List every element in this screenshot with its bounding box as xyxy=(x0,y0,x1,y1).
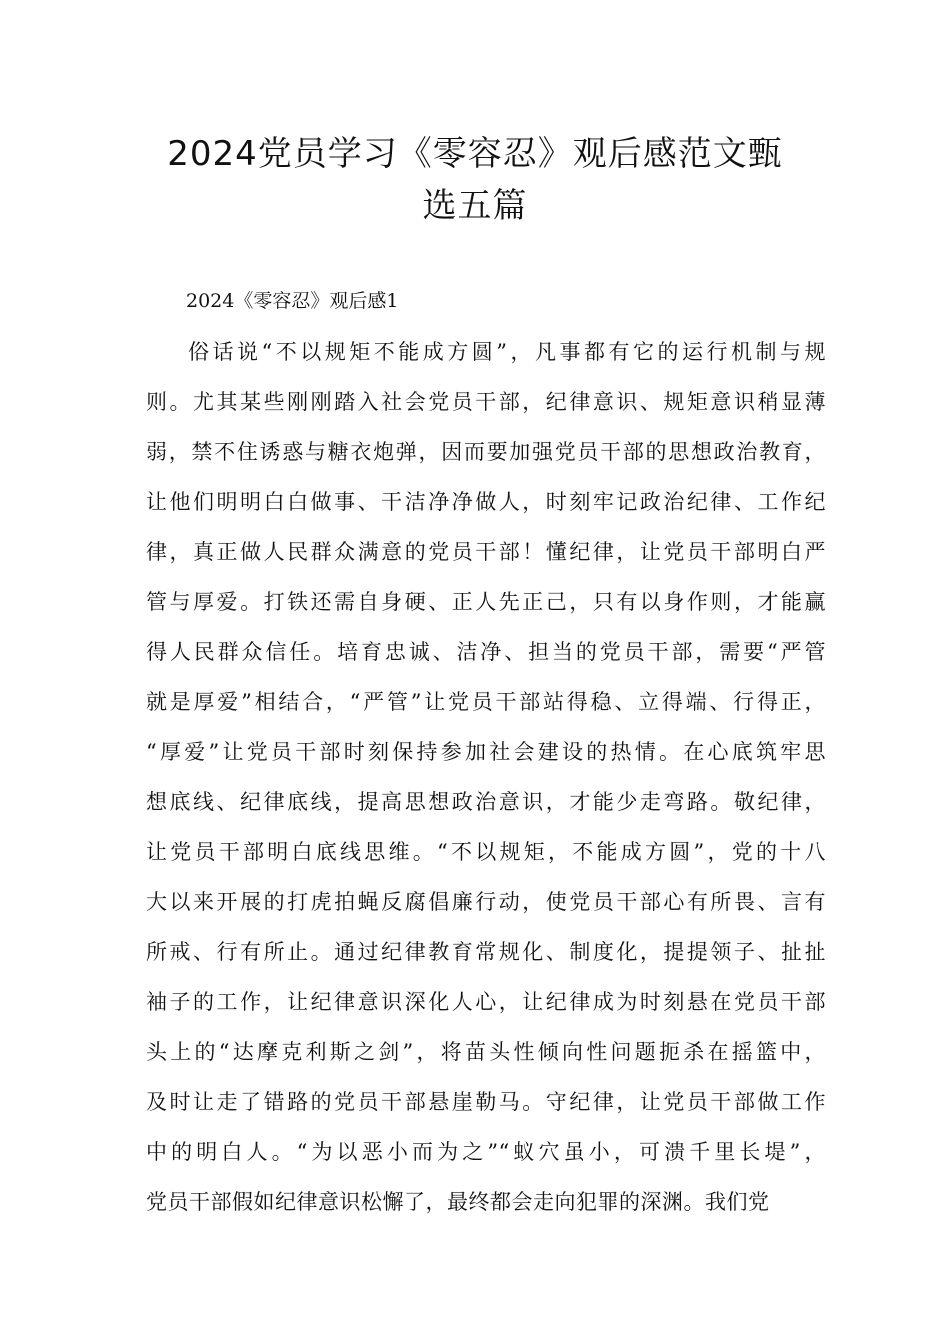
body-line: 俗话说“不以规矩不能成方圆”，凡事都有它的运行机制与规 xyxy=(188,340,826,364)
body-line: 想底线、纪律底线，提高思想政治意识，才能少走弯路。敬纪律， xyxy=(146,790,826,814)
body-line: 律，真正做人民群众满意的党员干部！懂纪律，让党员干部明白严 xyxy=(146,540,826,564)
body-line: 弱，禁不住诱惑与糖衣炮弹，因而要加强党员干部的思想政治教育， xyxy=(146,440,826,464)
body-line: 袖子的工作，让纪律意识深化人心，让纪律成为时刻悬在党员干部 xyxy=(146,990,826,1014)
body-line: 中的明白人。“为以恶小而为之”“蚁穴虽小，可溃千里长堤”， xyxy=(146,1140,826,1164)
body-line: 得人民群众信任。培育忠诚、洁净、担当的党员干部，需要“严管 xyxy=(146,640,826,664)
body-line: 让党员干部明白底线思维。“不以规矩，不能成方圆”，党的十八 xyxy=(146,840,826,864)
body-line: 管与厚爱。打铁还需自身硬、正人先正己，只有以身作则，才能赢 xyxy=(146,590,826,614)
document-title-line-1: 2024党员学习《零容忍》观后感范文甄 xyxy=(167,134,783,174)
body-line: 大以来开展的打虎拍蝇反腐倡廉行动，使党员干部心有所畏、言有 xyxy=(146,890,826,914)
body-line: 让他们明明白白做事、干洁净净做人，时刻牢记政治纪律、工作纪 xyxy=(146,490,826,514)
section-heading: 2024《零容忍》观后感1 xyxy=(186,290,399,312)
body-line: 头上的“达摩克利斯之剑”，将苗头性倾向性问题扼杀在摇篮中， xyxy=(146,1040,826,1064)
body-line: 及时让走了错路的党员干部悬崖勒马。守纪律，让党员干部做工作 xyxy=(146,1090,826,1114)
body-line: 所戒、行有所止。通过纪律教育常规化、制度化，提提领子、扯扯 xyxy=(146,940,826,964)
body-line: “厚爱”让党员干部时刻保持参加社会建设的热情。在心底筑牢思 xyxy=(146,740,826,764)
body-line: 党员干部假如纪律意识松懈了，最终都会走向犯罪的深渊。我们党 xyxy=(146,1190,770,1214)
body-line: 则。尤其某些刚刚踏入社会党员干部，纪律意识、规矩意识稍显薄 xyxy=(146,390,826,414)
body-line: 就是厚爱”相结合，“严管”让党员干部站得稳、立得端、行得正， xyxy=(146,690,826,714)
document-title-line-2: 选五篇 xyxy=(422,186,528,226)
